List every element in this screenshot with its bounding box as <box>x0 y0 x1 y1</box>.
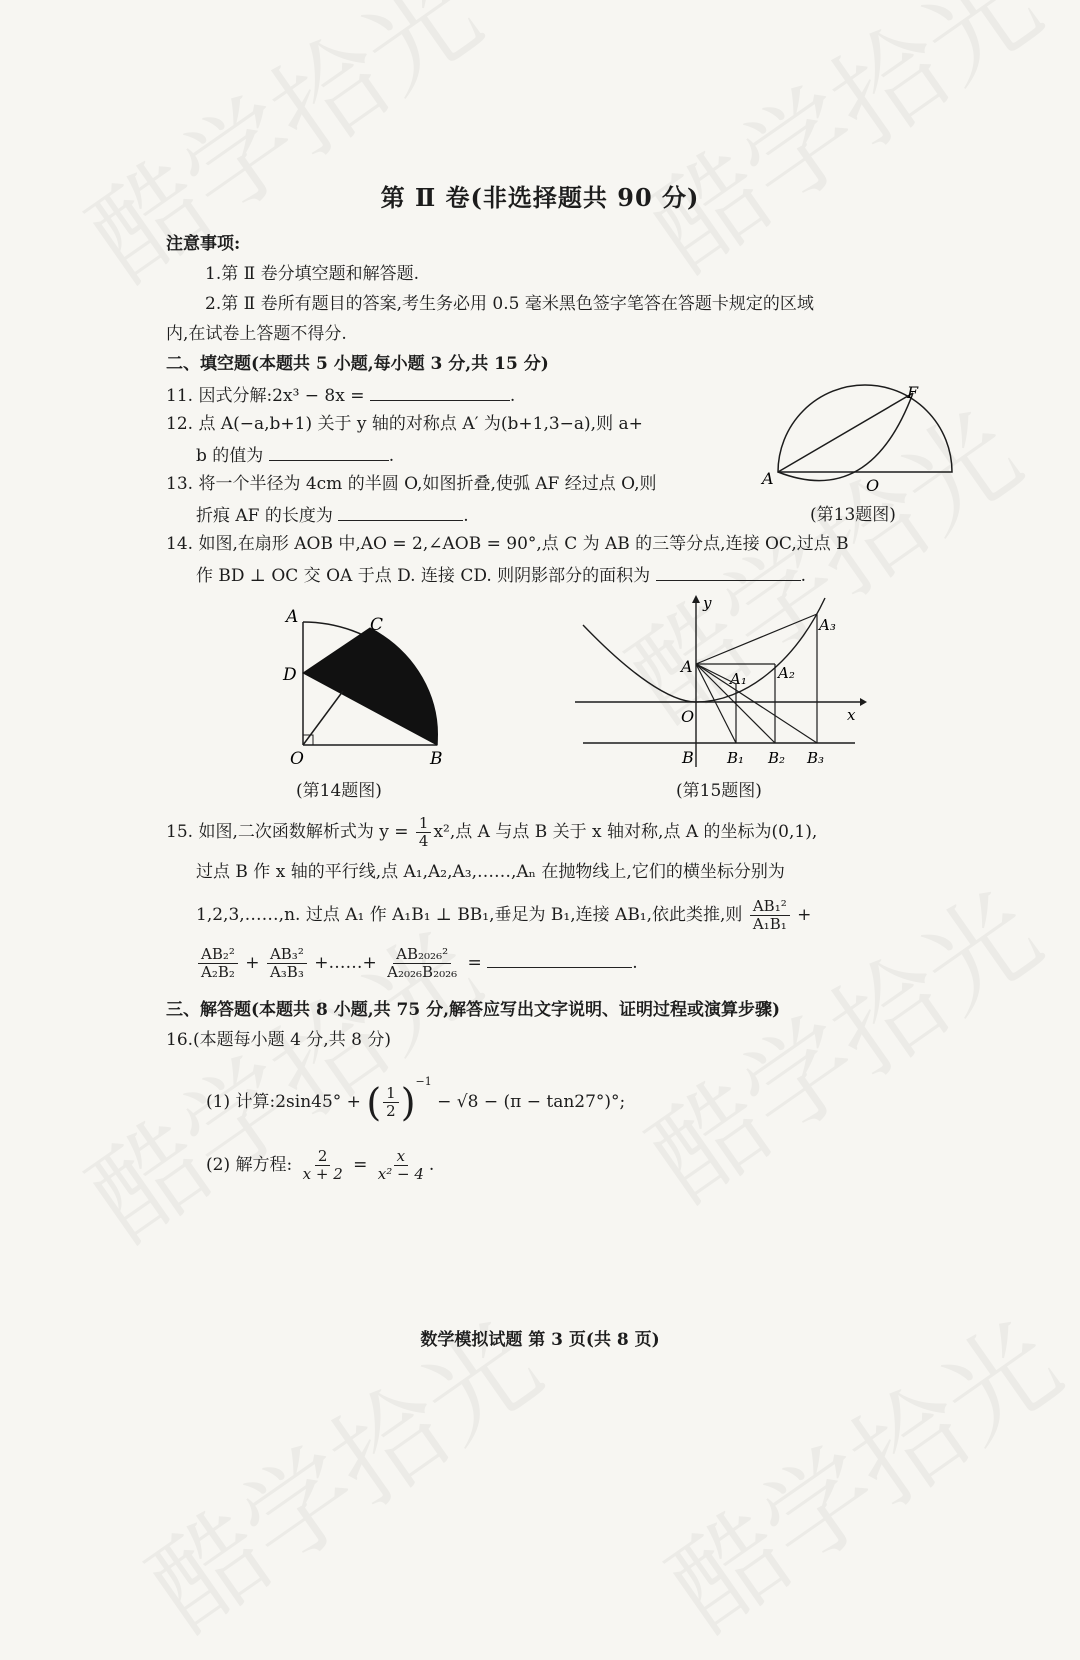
question-16-part-2 <box>206 1148 434 1183</box>
figure-14 <box>280 600 450 775</box>
q16-exponent: −1 <box>415 1075 432 1088</box>
q16-r-num: x <box>394 1148 408 1166</box>
q15-f3-num: AB₃² <box>267 946 307 964</box>
q15-fraction-1 <box>750 898 790 933</box>
fig15-label-a2: A₂ <box>778 664 795 682</box>
figure-15-caption: (第15题图) <box>676 781 762 801</box>
question-11-end: . <box>509 386 516 406</box>
q16-r-den: x² − 4 <box>377 1165 424 1183</box>
q15-fraction-3 <box>267 946 307 981</box>
question-13-line-1: 13. 将一个半径为 4cm 的半圆 O,如图折叠,使弧 AF 经过点 O,则 <box>166 474 657 494</box>
q16-l-den: x + 2 <box>302 1165 343 1183</box>
q15-f2-den: A₂B₂ <box>201 963 235 981</box>
fig15-label-a1: A₁ <box>730 670 747 688</box>
q15-f3-den: A₃B₃ <box>269 963 304 981</box>
fig14-label-b: B <box>430 749 443 769</box>
q15-plus-1: + <box>797 905 812 925</box>
question-13-line-2 <box>196 502 469 528</box>
fig15-x-axis-arrow <box>860 698 867 706</box>
section-3-heading: 三、解答题(本题共 8 小题,共 75 分,解答应写出文字说明、证明过程或演算步骤) <box>166 1000 781 1020</box>
fig15-segment-ab3 <box>696 664 817 743</box>
q15-fraction-4 <box>384 946 460 981</box>
question-12-end: . <box>388 446 395 466</box>
q15-fraction-2 <box>198 946 238 981</box>
fig14-label-c: C <box>370 615 384 635</box>
page-title: 第 Ⅱ 卷(非选择题共 90 分) <box>380 183 700 212</box>
q15-f1-den: A₁B₁ <box>752 915 787 933</box>
fig15-segment-aa3 <box>696 614 817 664</box>
question-13-end: . <box>463 506 469 526</box>
fig14-label-a: A <box>286 607 299 627</box>
answer-blank-14[interactable] <box>656 562 801 581</box>
fig15-label-b1: B₁ <box>727 749 745 767</box>
q16-half-den: 2 <box>386 1102 396 1120</box>
q15-dots: +……+ <box>314 953 377 973</box>
q16-p1-prefix: (1) 计算:2sin45° + <box>206 1092 361 1112</box>
answer-blank-15[interactable] <box>487 949 632 968</box>
q15-f4-num: AB₂₀₂₆² <box>393 946 451 964</box>
q16-right-fraction <box>375 1148 427 1183</box>
fig15-label-b2: B₂ <box>768 749 786 767</box>
q16-left-fraction <box>300 1148 346 1183</box>
q16-half-num: 1 <box>383 1085 399 1103</box>
answer-blank-11[interactable] <box>370 382 510 401</box>
fig15-label-b: B <box>682 748 694 767</box>
q15-coef-den: 4 <box>418 832 429 850</box>
fig15-y-axis-arrow <box>692 595 700 603</box>
question-14-end: . <box>800 566 806 586</box>
q16-l-num: 2 <box>315 1148 331 1166</box>
page-footer: 数学模拟试题 第 3 页(共 8 页) <box>420 1330 660 1350</box>
figure-15 <box>575 592 875 772</box>
q16-p2-prefix: (2) 解方程: <box>206 1155 293 1175</box>
notes-heading: 注意事项: <box>166 234 241 254</box>
question-12-line-2 <box>196 442 394 468</box>
question-15-prefix: 15. 如图,二次函数解析式为 y = <box>166 822 409 842</box>
answer-blank-12[interactable] <box>269 442 389 461</box>
figure-13 <box>760 380 960 495</box>
notes-item-1: 1.第 Ⅱ 卷分填空题和解答题. <box>205 264 419 284</box>
q16-p1-rest: − √8 − (π − tan27°)°; <box>437 1092 626 1112</box>
question-14-line-1: 14. 如图,在扇形 AOB 中,AO = 2,∠AOB = 90°,点 C 为 AB 的三等分点,连接 OC,过点 B <box>166 534 849 554</box>
q15-coef-num: 1 <box>416 815 432 833</box>
question-15-line-4 <box>196 946 638 981</box>
fig13-crease-af <box>778 393 913 472</box>
figure-14-caption: (第14题图) <box>296 781 382 801</box>
fig15-label-o: O <box>681 707 695 726</box>
question-15-end: . <box>632 953 638 973</box>
fig14-shaded-region <box>303 628 437 745</box>
fig15-label-x: x <box>847 706 856 724</box>
fig13-label-a: A <box>762 469 774 488</box>
question-11 <box>166 382 515 408</box>
fig15-label-b3: B₃ <box>807 749 825 767</box>
q16-left-paren: ( <box>366 1080 382 1125</box>
question-15-line-3 <box>196 898 811 933</box>
question-12-text: b 的值为 <box>196 446 264 466</box>
fig15-parabola <box>583 598 825 702</box>
notes-item-2-cont: 内,在试卷上答题不得分. <box>166 324 347 344</box>
q15-equals: = <box>467 953 482 973</box>
q15-f1-num: AB₁² <box>750 898 790 916</box>
q16-right-paren: ) <box>400 1080 416 1125</box>
question-16-part-1 <box>206 1070 626 1125</box>
q15-f4-den: A₂₀₂₆B₂₀₂₆ <box>387 963 458 981</box>
section-2-heading: 二、填空题(本题共 5 小题,每小题 3 分,共 15 分) <box>166 354 549 374</box>
fig13-label-o: O <box>866 476 880 495</box>
q15-coef-fraction <box>416 815 432 850</box>
fig13-folded-arc <box>778 393 913 481</box>
q16-p2-equals: = <box>353 1155 368 1175</box>
question-16-heading: 16.(本题每小题 4 分,共 8 分) <box>166 1030 391 1050</box>
fig14-label-d: D <box>283 665 297 685</box>
question-15-after-coef: x²,点 A 与点 B 关于 x 轴对称,点 A 的坐标为(0,1), <box>433 822 818 842</box>
fig14-segment-od <box>303 691 343 745</box>
question-14-line-2 <box>196 562 806 588</box>
question-11-text: 11. 因式分解:2x³ − 8x = <box>166 386 365 406</box>
question-13-text: 折痕 AF 的长度为 <box>196 506 333 526</box>
figure-13-caption: (第13题图) <box>810 505 896 525</box>
question-15-line-2: 过点 B 作 x 轴的平行线,点 A₁,A₂,A₃,……,Aₙ 在抛物线上,它们的横坐标分别为 <box>196 862 785 882</box>
q15-f2-num: AB₂² <box>198 946 238 964</box>
notes-item-2: 2.第 Ⅱ 卷所有题目的答案,考生务必用 0.5 毫米黑色签字笔答在答题卡规定的区域 <box>205 294 814 314</box>
question-12-line-1: 12. 点 A(−a,b+1) 关于 y 轴的对称点 A′ 为(b+1,3−a),则 a+ <box>166 414 643 434</box>
q16-p2-end: . <box>428 1155 435 1175</box>
fig15-label-a: A <box>681 657 693 676</box>
q15-plus-2: + <box>245 953 260 973</box>
fig13-semicircle <box>778 385 952 472</box>
question-15-line-3-text: 1,2,3,……,n. 过点 A₁ 作 A₁B₁ ⊥ BB₁,垂足为 B₁,连接 AB₁,依此类推,则 <box>196 905 743 925</box>
q16-half-fraction <box>383 1085 399 1120</box>
fig15-label-y: y <box>703 594 712 612</box>
question-14-text: 作 BD ⊥ OC 交 OA 于点 D. 连接 CD. 则阴影部分的面积为 <box>196 566 651 586</box>
question-15-line-1 <box>166 815 817 850</box>
watermark <box>614 0 1065 300</box>
fig13-label-f: F <box>907 383 919 402</box>
answer-blank-13[interactable] <box>338 502 463 521</box>
fig15-label-a3: A₃ <box>819 616 836 634</box>
fig14-label-o: O <box>290 749 304 769</box>
